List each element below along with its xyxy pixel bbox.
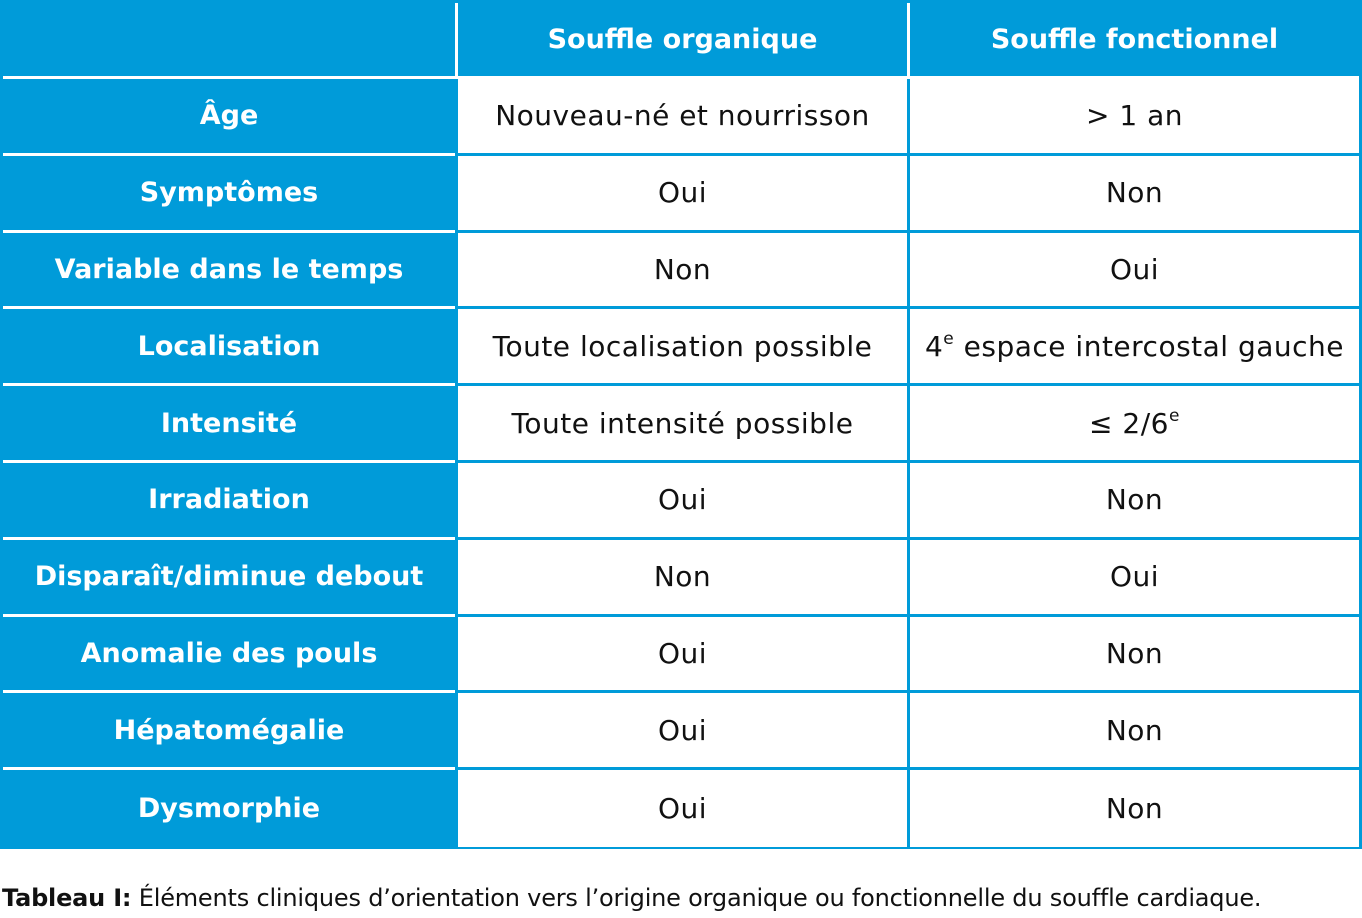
cell-fonctionnel: Non bbox=[907, 617, 1359, 694]
cell-fonctionnel bbox=[907, 309, 1359, 386]
comparison-table bbox=[3, 3, 1359, 847]
cell-organique: Non bbox=[455, 540, 907, 617]
cell-text-prefix: ≤ 2/6 bbox=[1089, 406, 1169, 440]
header-souffle-fonctionnel: Souffle fonctionnel bbox=[907, 3, 1359, 79]
table-caption bbox=[2, 884, 1261, 912]
cell-fonctionnel bbox=[907, 386, 1359, 463]
row-label: Dysmorphie bbox=[3, 770, 455, 847]
table-row bbox=[3, 770, 1359, 847]
cell-organique: Oui bbox=[455, 770, 907, 847]
row-label: Âge bbox=[3, 79, 455, 156]
table-row bbox=[3, 386, 1359, 463]
cell-organique: Oui bbox=[455, 617, 907, 694]
row-label: Variable dans le temps bbox=[3, 233, 455, 310]
cell-organique: Oui bbox=[455, 693, 907, 770]
row-label: Hépatomégalie bbox=[3, 693, 455, 770]
cell-organique: Oui bbox=[455, 156, 907, 233]
caption-text: Éléments cliniques d’orientation vers l’origine organique ou fonctionnelle du souffle cardiaque. bbox=[131, 884, 1262, 912]
cell-fonctionnel: Non bbox=[907, 463, 1359, 540]
header-corner-cell bbox=[3, 3, 455, 79]
row-label: Symptômes bbox=[3, 156, 455, 233]
cell-fonctionnel: Non bbox=[907, 770, 1359, 847]
header-souffle-organique: Souffle organique bbox=[455, 3, 907, 79]
superscript: e bbox=[1168, 405, 1180, 426]
cell-fonctionnel: Oui bbox=[907, 233, 1359, 310]
header-row bbox=[3, 3, 1359, 79]
cell-organique: Non bbox=[455, 233, 907, 310]
row-label: Anomalie des pouls bbox=[3, 617, 455, 694]
caption-label: Tableau I: bbox=[2, 884, 132, 912]
table-header bbox=[3, 3, 1359, 79]
row-label: Disparaît/diminue debout bbox=[3, 540, 455, 617]
superscript: e bbox=[943, 328, 955, 349]
table-row bbox=[3, 233, 1359, 310]
table-row bbox=[3, 156, 1359, 233]
row-label: Irradiation bbox=[3, 463, 455, 540]
cell-fonctionnel: Non bbox=[907, 693, 1359, 770]
table-row bbox=[3, 463, 1359, 540]
cell-text-prefix: 4 bbox=[924, 329, 944, 363]
table-body bbox=[3, 79, 1359, 847]
cell-fonctionnel: Oui bbox=[907, 540, 1359, 617]
cell-fonctionnel: > 1 an bbox=[907, 79, 1359, 156]
table-row bbox=[3, 79, 1359, 156]
row-label: Intensité bbox=[3, 386, 455, 463]
cell-organique: Toute intensité possible bbox=[455, 386, 907, 463]
row-label: Localisation bbox=[3, 309, 455, 386]
table-row bbox=[3, 617, 1359, 694]
table-row bbox=[3, 309, 1359, 386]
table-row bbox=[3, 693, 1359, 770]
cell-organique: Toute localisation possible bbox=[455, 309, 907, 386]
cell-organique: Nouveau-né et nourrisson bbox=[455, 79, 907, 156]
cell-fonctionnel: Non bbox=[907, 156, 1359, 233]
cell-text-suffix: espace intercostal gauche bbox=[954, 329, 1345, 363]
cell-organique: Oui bbox=[455, 463, 907, 540]
table-row bbox=[3, 540, 1359, 617]
